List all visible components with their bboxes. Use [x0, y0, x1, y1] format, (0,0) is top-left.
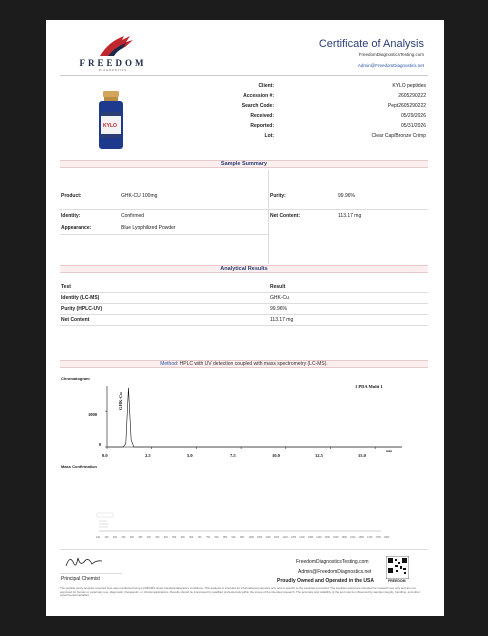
table-divider — [60, 325, 428, 326]
identity-value: Confirmed — [121, 213, 145, 219]
brand-subtitle: DIAGNOSTICS — [98, 69, 128, 72]
product-vial-image — [96, 90, 126, 150]
method-bar — [60, 360, 428, 368]
mass-x-tick-label: 400 — [146, 536, 151, 539]
table-row-test: Identity (LC-MS) — [61, 295, 100, 301]
info-row-accession: Accession #: 2605290222 — [243, 93, 426, 100]
purity-value: 99.96% — [338, 193, 355, 199]
info-row-search-code: Search Code: Pept2605290222 — [241, 103, 426, 110]
chart-legend: 1 PDA Multi 1 — [355, 384, 383, 389]
mass-spectrum-chart — [95, 505, 385, 535]
y-tick-label: 1000 — [88, 412, 97, 417]
mass-x-tick-label: 750 — [206, 536, 211, 539]
purity-label: Purity: — [270, 193, 286, 199]
mass-x-tick-label: 1250 — [290, 536, 297, 539]
mass-x-tick-label: 450 — [155, 536, 160, 539]
mass-x-tick-label: 100 — [96, 536, 100, 539]
chromatogram-label: Chromatogram — [61, 376, 90, 381]
mass-x-tick-label: 550 — [172, 536, 177, 539]
mass-x-tick-label: 600 — [180, 536, 185, 539]
x-tick-label: 0.0 — [102, 453, 108, 458]
x-tick-label: 15.0 — [358, 453, 366, 458]
chromatogram-frame — [107, 386, 402, 447]
mass-x-tick-label: 1750 — [375, 536, 381, 539]
identity-label: Identity: — [61, 213, 81, 219]
table-row-result: 99.96% — [270, 306, 287, 312]
signer-title: Principal Chemist — [61, 576, 100, 582]
table-divider — [60, 314, 428, 315]
summary-row-divider — [60, 209, 428, 210]
header-email[interactable]: Admin@FreedomDiagnostics.net — [357, 63, 424, 68]
table-row-result: 113.17 mg — [270, 317, 294, 323]
mass-x-tick-label: 1000 — [248, 536, 254, 539]
mass-x-tick-label: 250 — [121, 536, 126, 539]
mass-x-tick-label: 1150 — [273, 536, 280, 539]
table-row-test: Purity (HPLC-UV) — [61, 306, 103, 312]
info-row-lot: Lot: Clear Cap/Bronze Crimp — [264, 133, 426, 140]
mass-x-tick-label: 200 — [112, 536, 117, 539]
mass-x-tick-label: 1600 — [350, 536, 356, 539]
mass-x-tick-label: 1700 — [367, 536, 373, 539]
mass-x-tick-label: 1450 — [324, 536, 331, 539]
chromatogram-series-line — [107, 388, 402, 447]
info-row-received: Received: 05/29/2026 — [250, 113, 426, 120]
mass-x-tick-label: 950 — [240, 536, 244, 539]
header-website[interactable]: FreedomDiagnosticsTesting.com — [358, 52, 424, 57]
x-tick-label: 5.0 — [187, 453, 193, 458]
footer-website[interactable]: FreedomDiagnosticsTesting.com — [296, 559, 369, 565]
qr-label: FREEDOM — [388, 579, 406, 583]
x-tick-label: 7.5 — [230, 453, 236, 458]
footer-divider — [60, 549, 428, 550]
brand-name: FREEDOM — [79, 58, 147, 68]
peak-label: GHK-Cu — [118, 392, 123, 410]
mass-x-tick-label: 1800 — [384, 536, 390, 539]
mass-x-tick-label: 300 — [129, 536, 134, 539]
net-content-value: 113.17 mg — [338, 213, 362, 219]
mass-x-tick-label: 1500 — [333, 536, 339, 539]
mass-x-tick-label: 850 — [223, 536, 228, 539]
info-row-reported: Reported: 05/31/2026 — [250, 123, 426, 130]
client-info — [160, 82, 426, 143]
footer-tagline: Proudly Owned and Operated in the USA — [277, 578, 374, 584]
table-row-result: GHK-Cu — [270, 295, 289, 301]
analytical-results-heading: Analytical Results — [60, 265, 428, 273]
signature-line — [60, 573, 122, 574]
mass-x-tick-label: 1650 — [358, 536, 364, 539]
mass-x-tick-label: 1350 — [307, 536, 314, 539]
method-label: Method: — [160, 361, 179, 367]
x-tick-label: 10.0 — [272, 453, 280, 458]
disclaimer-text: The peptide purity analysis reported here was conducted using LC/MS/MS under standard laboratory conditions. This analysis is intended for informational purposes only and is specific to the sample(s) provided. The peptides tested are intended for research use only and are not approved for human or veterinary use, diagnostic, therapeutic, or clinical applications. Results should be interpreted by qualified professionals within the scope of the intended research. The accuracy and reliability of the test may be influenced by sample integrity, handling, and other experimental variables. — [60, 586, 420, 598]
mass-x-tick-label: 1400 — [316, 536, 322, 539]
net-content-label: Net Content: — [270, 213, 300, 219]
result-column-header: Result — [270, 284, 286, 290]
x-unit-label: min — [386, 449, 392, 453]
method-text: HPLC with UV detection coupled with mass spectrometry (LC-MS). — [179, 361, 328, 367]
y-tick-label: 0 — [99, 442, 102, 447]
table-row-test: Net Content — [61, 317, 90, 323]
mass-x-tick-label: 700 — [197, 536, 202, 539]
x-tick-row — [102, 449, 422, 461]
mass-x-tick-label: 800 — [214, 536, 219, 539]
mass-x-tick-label: 1550 — [341, 536, 347, 539]
product-label: Product: — [61, 193, 82, 199]
product-value: GHK-CU 100mg — [121, 193, 158, 199]
mass-x-tick-label: 500 — [163, 536, 168, 539]
summary-column-divider — [268, 170, 269, 264]
mass-x-tick-label: 350 — [138, 536, 143, 539]
header-divider — [60, 75, 428, 76]
mass-x-tick-label: 900 — [231, 536, 236, 539]
appearance-value: Blue Lyophilized Powder — [121, 225, 176, 231]
footer-email[interactable]: Admin@FreedomDiagnostics.net — [298, 569, 372, 575]
appearance-label: Appearance: — [61, 225, 92, 231]
mass-x-tick-label: 150 — [104, 536, 109, 539]
signature-image — [64, 552, 104, 572]
qr-code-icon[interactable] — [386, 556, 409, 583]
mass-x-tick-label: 650 — [189, 536, 194, 539]
mass-x-tick-label: 1300 — [299, 536, 305, 539]
x-tick-label: 2.5 — [145, 453, 151, 458]
mass-x-tick-label: 1050 — [256, 536, 263, 539]
sample-summary-heading: Sample Summary — [60, 160, 428, 168]
info-row-client: Client: KYLO peptides — [258, 83, 426, 89]
test-column-header: Test — [61, 284, 71, 290]
mass-confirmation-label: Mass Confirmation — [61, 464, 98, 469]
brand-logo — [78, 32, 148, 72]
mass-x-ticks — [96, 536, 396, 541]
table-divider — [60, 292, 428, 293]
page-title: Certificate of Analysis — [318, 38, 424, 50]
x-tick-label: 12.5 — [315, 453, 323, 458]
mass-x-tick-label: 1200 — [282, 536, 288, 539]
vial-label: KYLO — [103, 123, 117, 129]
eagle-logo-icon — [78, 32, 148, 58]
mass-x-tick-label: 1100 — [265, 536, 271, 539]
chromatogram-chart — [97, 384, 407, 454]
table-divider — [60, 303, 428, 304]
summary-row-divider — [60, 234, 268, 235]
